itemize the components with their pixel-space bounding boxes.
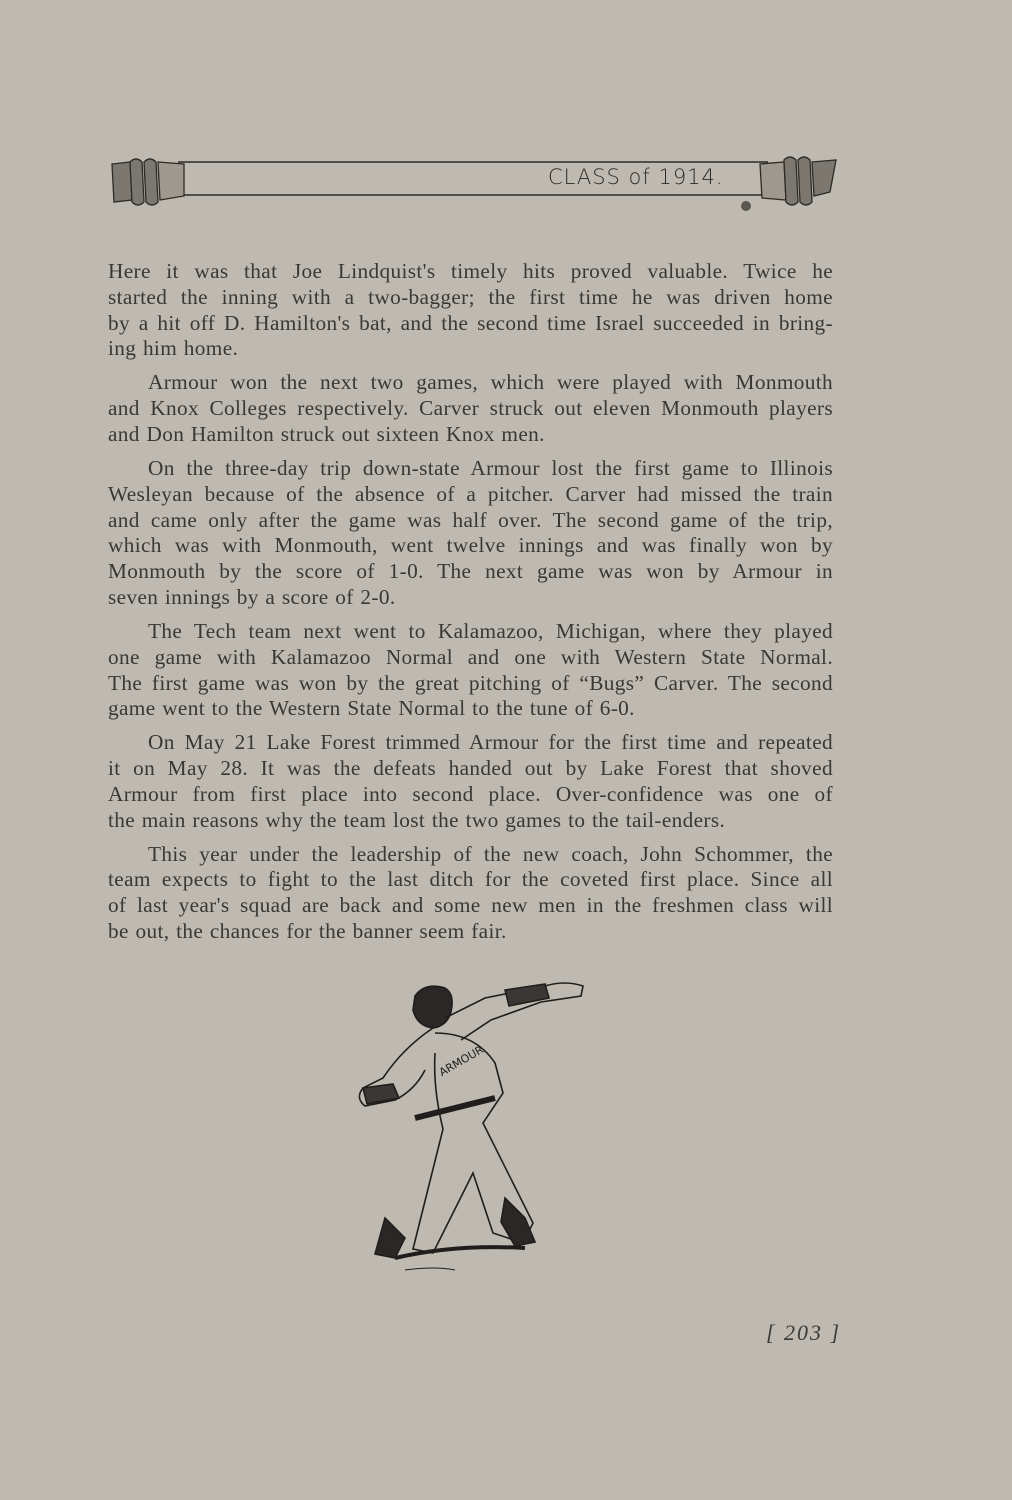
text-line: On the three-day trip down-state Armour lost the first game to Illinois: [148, 455, 833, 480]
text-line: Wesleyan because of the absence of a pitcher. Carver had missed the train: [108, 481, 833, 506]
paragraph: [108, 842, 833, 945]
text-line: started the inning with a two-bagger; the first time he was driven home: [108, 284, 833, 309]
page-number: [ 203 ]: [766, 1320, 842, 1345]
paragraph: [108, 259, 833, 362]
text-line: and came only after the game was half over. The second game of the trip,: [108, 507, 833, 532]
text-line: one game with Kalamazoo Normal and one with Western State Normal.: [108, 644, 833, 669]
text-line: The first game was won by the great pitching of “Bugs” Carver. The second: [108, 670, 833, 695]
text-line: it on May 28. It was the defeats handed out by Lake Forest that shoved: [108, 756, 833, 781]
paragraph: [108, 456, 833, 611]
text-line: of last year's squad are back and some new men in the freshmen class will: [108, 893, 833, 918]
text-line: which was with Monmouth, went twelve innings and was finally won by: [108, 533, 833, 558]
text-line: ing him home.: [108, 336, 239, 361]
text-line: The Tech team next went to Kalamazoo, Michigan, where they played: [148, 618, 833, 643]
header-title: CLASS of 1914.: [548, 165, 724, 189]
page-header: [108, 156, 838, 212]
text-line: On May 21 Lake Forest trimmed Armour for the first time and repeated: [148, 730, 833, 755]
text-line: the main reasons why the team lost the two games to the tail-enders.: [108, 807, 726, 832]
jersey-lettering: ARMOUR: [436, 1043, 486, 1079]
text-line: This year under the leadership of the new coach, John Schommer, the: [148, 841, 833, 866]
text-line: be out, the chances for the banner seem fair.: [108, 919, 507, 944]
paragraph: [108, 730, 833, 833]
paragraph: [108, 370, 833, 447]
text-line: and Don Hamilton struck out sixteen Knox men.: [108, 421, 545, 446]
text-line: Armour won the next two games, which were played with Monmouth: [148, 370, 833, 395]
text-line: team expects to fight to the last ditch for the coveted first place. Since all: [108, 867, 833, 892]
paragraph: [108, 619, 833, 722]
text-line: Monmouth by the score of 1-0. The next game was won by Armour in: [108, 559, 833, 584]
article-body: [108, 259, 833, 953]
text-line: game went to the Western State Normal to the tune of 6-0.: [108, 696, 635, 721]
text-line: by a hit off D. Hamilton's bat, and the second time Israel succeeded in bring-: [108, 310, 833, 335]
text-line: Armour from first place into second place. Over-confidence was one of: [108, 781, 833, 806]
header-banner-ornament: [108, 156, 838, 212]
text-line: seven innings by a score of 2-0.: [108, 584, 396, 609]
baseball-pitcher-illustration: [345, 978, 595, 1288]
text-line: and Knox Colleges respectively. Carver struck out eleven Monmouth players: [108, 396, 833, 421]
text-line: Here it was that Joe Lindquist's timely hits proved valuable. Twice he: [108, 259, 833, 283]
